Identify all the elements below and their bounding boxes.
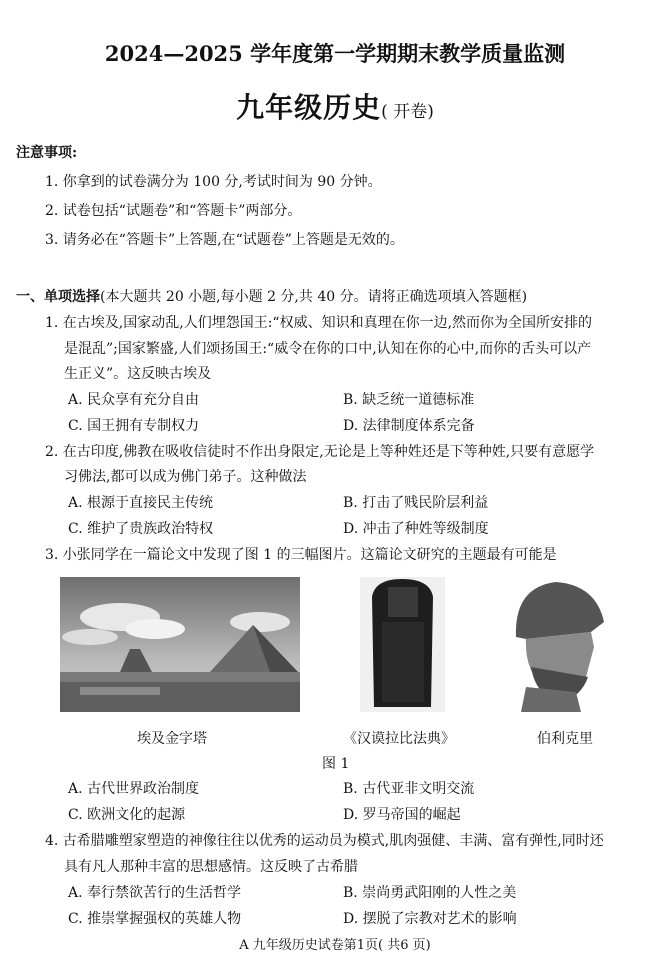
- q3-option-a: A. 古代世界政治制度: [68, 781, 200, 797]
- subject-name: 九年级历史: [236, 91, 382, 124]
- q2-option-d: D. 冲击了种姓等级制度: [343, 521, 489, 537]
- pyramid-photo: [60, 577, 300, 712]
- section-heading: [16, 287, 527, 307]
- hammurabi-photo: [360, 577, 445, 712]
- q2-option-c: C. 维护了贵族政治特权: [68, 521, 214, 537]
- pericles-photo: [496, 577, 611, 712]
- pyramid-image: [60, 577, 300, 712]
- subject-title: [0, 86, 670, 126]
- section-instruction: (本大题共 20 小题,每小题 2 分,共 40 分。请将正确选项填入答题框): [100, 289, 528, 305]
- notes-heading: 注意事项:: [16, 145, 78, 161]
- q2-line: 2. 在古印度,佛教在吸收信徒时不作出身限定,无论是上等种姓还是下等种姓,只要有意愿学: [45, 444, 595, 460]
- page-footer: A 九年级历史试卷第1页( 共6 页): [239, 938, 431, 953]
- caption-pyramid: 埃及金字塔: [137, 731, 207, 747]
- q1-option-d: D. 法律制度体系完备: [343, 418, 475, 434]
- q4-option-d: D. 摆脱了宗教对艺术的影响: [343, 911, 517, 927]
- figure-label: 图 1: [322, 756, 350, 772]
- section-title: 一、单项选择: [16, 289, 100, 305]
- q1-line: 是混乱”;国家繁盛,人们颂扬国王:“威令在你的口中,认知在你的心中,而你的舌头可以产: [64, 341, 592, 357]
- bust-image: [496, 577, 611, 712]
- q1-option-b: B. 缺乏统一道德标准: [343, 392, 475, 408]
- q2-option-a: A. 根源于直接民主传统: [68, 495, 214, 511]
- q4-option-a: A. 奉行禁欲苦行的生活哲学: [68, 885, 242, 901]
- q2-line: 习佛法,都可以成为佛门弟子。这种做法: [64, 469, 307, 485]
- q1-line: 生正义”。这反映古埃及: [64, 366, 212, 382]
- q1-option-a: A. 民众享有充分自由: [68, 392, 200, 408]
- q4-option-c: C. 推崇掌握强权的英雄人物: [68, 911, 242, 927]
- q3-option-d: D. 罗马帝国的崛起: [343, 807, 461, 823]
- q2-option-b: B. 打击了贱民阶层利益: [343, 495, 489, 511]
- q1-line: 1. 在古埃及,国家动乱,人们埋怨国王:“权威、知识和真理在你一边,然而你为全国所安排的: [45, 315, 593, 331]
- note-item: 1. 你拿到的试卷满分为 100 分,考试时间为 90 分钟。: [45, 174, 382, 190]
- stele-image: [360, 577, 445, 712]
- note-item: 3. 请务必在“答题卡”上答题,在“试题卷”上答题是无效的。: [45, 232, 404, 248]
- q4-option-b: B. 崇尚勇武阳刚的人性之美: [343, 885, 517, 901]
- q4-line: 具有凡人那种丰富的思想感情。这反映了古希腊: [64, 859, 358, 875]
- note-item: 2. 试卷包括“试题卷”和“答题卡”两部分。: [45, 203, 302, 219]
- q3-option-b: B. 古代亚非文明交流: [343, 781, 475, 797]
- q4-line: 4. 古希腊雕塑家塑造的神像往往以优秀的运动员为模式,肌肉强健、丰满、富有弹性,同时还: [45, 833, 604, 849]
- subject-note: ( 开卷): [381, 102, 434, 122]
- caption-pericles: 伯利克里: [537, 731, 593, 747]
- q3-option-c: C. 欧洲文化的起源: [68, 807, 186, 823]
- q1-option-c: C. 国王拥有专制权力: [68, 418, 200, 434]
- q3-stem: 3. 小张同学在一篇论文中发现了图 1 的三幅图片。这篇论文研究的主题最有可能是: [45, 547, 557, 563]
- exam-title: 2024—2025 学年度第一学期期末教学质量监测: [104, 41, 566, 66]
- caption-hammurabi: 《汉谟拉比法典》: [343, 731, 455, 747]
